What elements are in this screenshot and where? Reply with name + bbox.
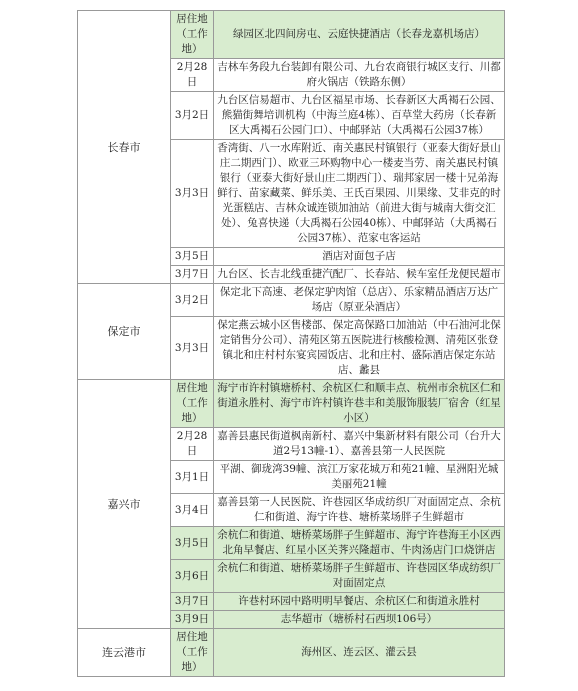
city-cell: 保定市 (78, 284, 171, 380)
place-cell: 九台区、长吉北线重捷汽配厂、长春站、候车室任龙便民超市 (214, 266, 505, 284)
place-cell: 海州区、连云区、灌云县 (214, 629, 505, 677)
date-cell: 2月28日 (171, 428, 214, 461)
place-cell: 酒店对面包子店 (214, 248, 505, 266)
table-row (78, 284, 505, 317)
place-cell: 嘉善县惠民街道枫南新村、嘉兴中集新材料有限公司（台升大道2号13幢-1）、嘉善县第一人民医院 (214, 428, 505, 461)
date-cell: 3月9日 (171, 611, 214, 629)
table-body (78, 11, 505, 677)
itinerary-table (77, 10, 505, 677)
place-cell: 海宁市许村镇塘桥村、余杭区仁和顺丰点、杭州市余杭区仁和街道永胜村、海宁市许村镇许巷丰和美服饰服装厂宿舍（红星小区） (214, 380, 505, 428)
date-cell: 居住地（工作地） (171, 380, 214, 428)
place-cell: 嘉善县第一人民医院、许巷园区华成纺织厂对面固定点、余杭仁和街道、海宁许巷、塘桥菜场胖子生鲜超市 (214, 494, 505, 527)
place-cell: 九台区信易超市、九台区福星市场、长春新区大禹褐石公园、熊猫街舞培训机构（中海兰庭4栋）、百草堂大药房（长春新区大禹褐石公园门口）、中邮驿站（大禹褐石公园37栋） (214, 92, 505, 140)
table-row (78, 11, 505, 59)
place-cell: 余杭仁和街道、塘桥菜场胖子生鲜超市、海宁许巷海王小区西北角早餐店、红星小区关荠兴隆超市、牛肉汤店门口烧饼店 (214, 527, 505, 560)
date-cell: 3月5日 (171, 527, 214, 560)
date-cell: 3月3日 (171, 317, 214, 380)
place-cell: 香湾街、八一水库附近、南关惠民村镇银行（亚泰大街好景山庄二期西门）、欧亚三环购物中心一楼麦当劳、南关惠民村镇银行（亚泰大街好景山庄二期西门）、瑞邦家居一楼十兄弟海鲜行、苗家藏菜、鲜乐美、王氏百果园、川果缘、艾非克的时光蛋糕店、吉林众诚连锁加油站（前进大街与城南大街交汇处）、兔喜快递（大禹褐石公园40栋）、中邮驿站（大禹褐石公园37栋）、范家屯客运站 (214, 140, 505, 248)
date-cell: 2月28日 (171, 59, 214, 92)
date-cell: 3月7日 (171, 593, 214, 611)
date-cell: 3月1日 (171, 461, 214, 494)
date-cell: 3月7日 (171, 266, 214, 284)
place-cell: 许巷村环园中路明明早餐店、余杭区仁和街道永胜村 (214, 593, 505, 611)
place-cell: 保定燕云城小区售楼部、保定高保路口加油站（中石油河北保定销售分公司）、清苑区第五医院进行核酸检测、清苑区张登镇北和庄村村东宴宾园饭店、北和庄村、盛际酒店保定东站店、蠡县 (214, 317, 505, 380)
table-row (78, 629, 505, 677)
city-cell: 连云港市 (78, 629, 171, 677)
date-cell: 3月5日 (171, 248, 214, 266)
date-cell: 居住地（工作地） (171, 11, 214, 59)
place-cell: 平湖、御珑湾39幢、滨江万家花城万和苑21幢、星洲阳光城美丽苑21幢 (214, 461, 505, 494)
date-cell: 3月2日 (171, 284, 214, 317)
date-cell: 3月6日 (171, 560, 214, 593)
place-cell: 志华超市（塘桥村石西坝106号） (214, 611, 505, 629)
date-cell: 3月4日 (171, 494, 214, 527)
city-cell: 嘉兴市 (78, 380, 171, 629)
date-cell: 居住地（工作地） (171, 629, 214, 677)
place-cell: 绿园区北四间房屯、云庭快捷酒店（长春龙嘉机场店） (214, 11, 505, 59)
table-row (78, 380, 505, 428)
date-cell: 3月2日 (171, 92, 214, 140)
place-cell: 吉林车务段九台装卸有限公司、九台农商银行城区支行、川都府火锅店（铁路东侧） (214, 59, 505, 92)
city-cell: 长春市 (78, 11, 171, 284)
place-cell: 余杭仁和街道、塘桥菜场胖子生鲜超市、许巷园区华成纺织厂对面固定点 (214, 560, 505, 593)
place-cell: 保定北下高速、老保定驴肉馆（总店）、乐家精品酒店万达广场店（原亚朵酒店） (214, 284, 505, 317)
date-cell: 3月3日 (171, 140, 214, 248)
